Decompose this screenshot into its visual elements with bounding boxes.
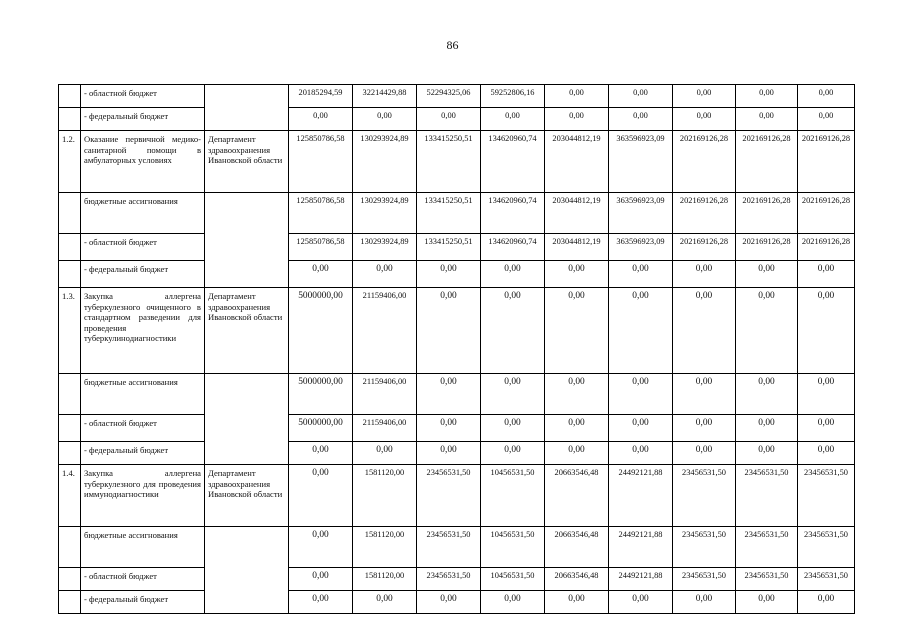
value-cell: 202169126,28 bbox=[798, 193, 855, 234]
value-cell: 0,00 bbox=[673, 108, 736, 131]
row-executor bbox=[205, 193, 289, 288]
row-name: - областной бюджет bbox=[81, 85, 205, 108]
value-cell: 0,00 bbox=[798, 374, 855, 415]
row-executor bbox=[205, 374, 289, 465]
value-cell: 0,00 bbox=[673, 591, 736, 614]
row-executor bbox=[205, 85, 289, 131]
value-cell: 0,00 bbox=[481, 261, 545, 288]
value-cell: 0,00 bbox=[481, 374, 545, 415]
value-cell: 203044812,19 bbox=[545, 131, 609, 193]
row-name: - областной бюджет bbox=[81, 415, 205, 442]
value-cell: 23456531,50 bbox=[417, 465, 481, 527]
value-cell: 363596923,09 bbox=[609, 234, 673, 261]
value-cell: 133415250,51 bbox=[417, 234, 481, 261]
value-cell: 130293924,89 bbox=[353, 131, 417, 193]
value-cell: 202169126,28 bbox=[736, 193, 798, 234]
value-cell: 0,00 bbox=[417, 108, 481, 131]
value-cell: 0,00 bbox=[609, 108, 673, 131]
value-cell: 20663546,48 bbox=[545, 568, 609, 591]
value-cell: 0,00 bbox=[545, 288, 609, 374]
value-cell: 202169126,28 bbox=[673, 131, 736, 193]
value-cell: 21159406,00 bbox=[353, 415, 417, 442]
table-row bbox=[59, 193, 855, 234]
value-cell: 23456531,50 bbox=[673, 527, 736, 568]
value-cell: 363596923,09 bbox=[609, 131, 673, 193]
row-name: - областной бюджет bbox=[81, 568, 205, 591]
value-cell: 0,00 bbox=[481, 108, 545, 131]
value-cell: 0,00 bbox=[798, 442, 855, 465]
row-index: 1.4. bbox=[59, 465, 81, 527]
value-cell: 1581120,00 bbox=[353, 527, 417, 568]
value-cell: 0,00 bbox=[736, 415, 798, 442]
row-index bbox=[59, 85, 81, 108]
row-index bbox=[59, 527, 81, 568]
value-cell: 0,00 bbox=[673, 415, 736, 442]
row-executor bbox=[205, 527, 289, 614]
value-cell: 52294325,06 bbox=[417, 85, 481, 108]
row-index bbox=[59, 415, 81, 442]
table-row bbox=[59, 527, 855, 568]
value-cell: 23456531,50 bbox=[417, 527, 481, 568]
value-cell: 0,00 bbox=[798, 261, 855, 288]
value-cell: 0,00 bbox=[736, 108, 798, 131]
value-cell: 0,00 bbox=[545, 591, 609, 614]
value-cell: 21159406,00 bbox=[353, 288, 417, 374]
row-executor: Департамент здравоохранения Ивановской области bbox=[205, 465, 289, 527]
table-row bbox=[59, 261, 855, 288]
value-cell: 23456531,50 bbox=[673, 465, 736, 527]
value-cell: 5000000,00 bbox=[289, 288, 353, 374]
value-cell: 0,00 bbox=[798, 288, 855, 374]
value-cell: 202169126,28 bbox=[673, 234, 736, 261]
value-cell: 23456531,50 bbox=[736, 527, 798, 568]
value-cell: 10456531,50 bbox=[481, 527, 545, 568]
value-cell: 0,00 bbox=[545, 108, 609, 131]
row-executor: Департамент здравоохранения Ивановской области bbox=[205, 288, 289, 374]
value-cell: 0,00 bbox=[481, 415, 545, 442]
value-cell: 0,00 bbox=[289, 108, 353, 131]
value-cell: 1581120,00 bbox=[353, 465, 417, 527]
row-index bbox=[59, 374, 81, 415]
page-number: 86 bbox=[446, 38, 459, 52]
value-cell: 23456531,50 bbox=[798, 527, 855, 568]
value-cell: 1581120,00 bbox=[353, 568, 417, 591]
value-cell: 0,00 bbox=[545, 261, 609, 288]
value-cell: 5000000,00 bbox=[289, 415, 353, 442]
value-cell: 10456531,50 bbox=[481, 568, 545, 591]
value-cell: 24492121,88 bbox=[609, 465, 673, 527]
value-cell: 0,00 bbox=[673, 85, 736, 108]
row-name: бюджетные ассигнования bbox=[81, 527, 205, 568]
value-cell: 0,00 bbox=[289, 568, 353, 591]
value-cell: 0,00 bbox=[609, 85, 673, 108]
value-cell: 0,00 bbox=[736, 261, 798, 288]
row-index: 1.2. bbox=[59, 131, 81, 193]
value-cell: 203044812,19 bbox=[545, 193, 609, 234]
value-cell: 0,00 bbox=[289, 442, 353, 465]
value-cell: 133415250,51 bbox=[417, 131, 481, 193]
value-cell: 10456531,50 bbox=[481, 465, 545, 527]
value-cell: 0,00 bbox=[736, 374, 798, 415]
value-cell: 0,00 bbox=[736, 288, 798, 374]
value-cell: 0,00 bbox=[673, 442, 736, 465]
value-cell: 202169126,28 bbox=[736, 131, 798, 193]
value-cell: 134620960,74 bbox=[481, 234, 545, 261]
row-name: Закупка аллергена туберкулезного очищенного в стандартном разведении для проведения туберкулинодиагностики bbox=[81, 288, 205, 374]
value-cell: 203044812,19 bbox=[545, 234, 609, 261]
row-name: бюджетные ассигнования bbox=[81, 374, 205, 415]
value-cell: 0,00 bbox=[417, 261, 481, 288]
value-cell: 0,00 bbox=[798, 108, 855, 131]
value-cell: 0,00 bbox=[609, 415, 673, 442]
table-row bbox=[59, 465, 855, 527]
value-cell: 0,00 bbox=[417, 288, 481, 374]
value-cell: 23456531,50 bbox=[798, 568, 855, 591]
row-index bbox=[59, 591, 81, 614]
value-cell: 20663546,48 bbox=[545, 527, 609, 568]
row-name: - областной бюджет bbox=[81, 234, 205, 261]
row-index bbox=[59, 261, 81, 288]
value-cell: 59252806,16 bbox=[481, 85, 545, 108]
value-cell: 125850786,58 bbox=[289, 131, 353, 193]
table-row bbox=[59, 415, 855, 442]
value-cell: 23456531,50 bbox=[736, 568, 798, 591]
table-row bbox=[59, 85, 855, 108]
value-cell: 0,00 bbox=[673, 261, 736, 288]
row-name: Оказание первичной медико-санитарной помощи в амбулаторных условиях bbox=[81, 131, 205, 193]
table-row bbox=[59, 442, 855, 465]
row-executor: Департамент здравоохранения Ивановской области bbox=[205, 131, 289, 193]
value-cell: 133415250,51 bbox=[417, 193, 481, 234]
value-cell: 0,00 bbox=[481, 288, 545, 374]
row-index bbox=[59, 442, 81, 465]
value-cell: 0,00 bbox=[481, 442, 545, 465]
row-index bbox=[59, 108, 81, 131]
table-row bbox=[59, 108, 855, 131]
value-cell: 0,00 bbox=[289, 527, 353, 568]
value-cell: 0,00 bbox=[736, 85, 798, 108]
table-row bbox=[59, 591, 855, 614]
value-cell: 23456531,50 bbox=[798, 465, 855, 527]
value-cell: 23456531,50 bbox=[736, 465, 798, 527]
value-cell: 0,00 bbox=[481, 591, 545, 614]
row-name: бюджетные ассигнования bbox=[81, 193, 205, 234]
value-cell: 130293924,89 bbox=[353, 193, 417, 234]
value-cell: 363596923,09 bbox=[609, 193, 673, 234]
value-cell: 32214429,88 bbox=[353, 85, 417, 108]
row-name: - федеральный бюджет bbox=[81, 108, 205, 131]
value-cell: 0,00 bbox=[673, 374, 736, 415]
row-index bbox=[59, 568, 81, 591]
value-cell: 0,00 bbox=[609, 288, 673, 374]
row-index bbox=[59, 234, 81, 261]
value-cell: 0,00 bbox=[289, 465, 353, 527]
row-index bbox=[59, 193, 81, 234]
value-cell: 0,00 bbox=[353, 261, 417, 288]
value-cell: 0,00 bbox=[417, 591, 481, 614]
value-cell: 0,00 bbox=[798, 85, 855, 108]
value-cell: 134620960,74 bbox=[481, 131, 545, 193]
table-row bbox=[59, 234, 855, 261]
value-cell: 23456531,50 bbox=[673, 568, 736, 591]
value-cell: 134620960,74 bbox=[481, 193, 545, 234]
value-cell: 202169126,28 bbox=[736, 234, 798, 261]
row-name: - федеральный бюджет bbox=[81, 591, 205, 614]
value-cell: 5000000,00 bbox=[289, 374, 353, 415]
value-cell: 125850786,58 bbox=[289, 193, 353, 234]
value-cell: 0,00 bbox=[545, 85, 609, 108]
value-cell: 130293924,89 bbox=[353, 234, 417, 261]
value-cell: 0,00 bbox=[289, 261, 353, 288]
table-row bbox=[59, 131, 855, 193]
value-cell: 20185294,59 bbox=[289, 85, 353, 108]
value-cell: 0,00 bbox=[545, 442, 609, 465]
value-cell: 0,00 bbox=[417, 374, 481, 415]
row-name: - федеральный бюджет bbox=[81, 261, 205, 288]
value-cell: 0,00 bbox=[545, 374, 609, 415]
value-cell: 0,00 bbox=[353, 108, 417, 131]
value-cell: 202169126,28 bbox=[673, 193, 736, 234]
value-cell: 0,00 bbox=[798, 591, 855, 614]
value-cell: 202169126,28 bbox=[798, 234, 855, 261]
value-cell: 0,00 bbox=[289, 591, 353, 614]
value-cell: 24492121,88 bbox=[609, 568, 673, 591]
value-cell: 0,00 bbox=[609, 442, 673, 465]
value-cell: 20663546,48 bbox=[545, 465, 609, 527]
table-row bbox=[59, 374, 855, 415]
value-cell: 0,00 bbox=[609, 591, 673, 614]
value-cell: 23456531,50 bbox=[417, 568, 481, 591]
value-cell: 24492121,88 bbox=[609, 527, 673, 568]
row-name: - федеральный бюджет bbox=[81, 442, 205, 465]
value-cell: 21159406,00 bbox=[353, 374, 417, 415]
value-cell: 0,00 bbox=[673, 288, 736, 374]
row-name: Закупка аллергена туберкулезного для проведения иммунодиагностики bbox=[81, 465, 205, 527]
value-cell: 0,00 bbox=[353, 442, 417, 465]
value-cell: 0,00 bbox=[798, 415, 855, 442]
value-cell: 0,00 bbox=[353, 591, 417, 614]
table-row bbox=[59, 568, 855, 591]
table-row bbox=[59, 288, 855, 374]
value-cell: 0,00 bbox=[736, 442, 798, 465]
value-cell: 0,00 bbox=[417, 442, 481, 465]
value-cell: 0,00 bbox=[736, 591, 798, 614]
value-cell: 0,00 bbox=[609, 261, 673, 288]
value-cell: 0,00 bbox=[545, 415, 609, 442]
value-cell: 202169126,28 bbox=[798, 131, 855, 193]
row-index: 1.3. bbox=[59, 288, 81, 374]
value-cell: 0,00 bbox=[417, 415, 481, 442]
budget-table bbox=[58, 84, 855, 614]
value-cell: 125850786,58 bbox=[289, 234, 353, 261]
value-cell: 0,00 bbox=[609, 374, 673, 415]
